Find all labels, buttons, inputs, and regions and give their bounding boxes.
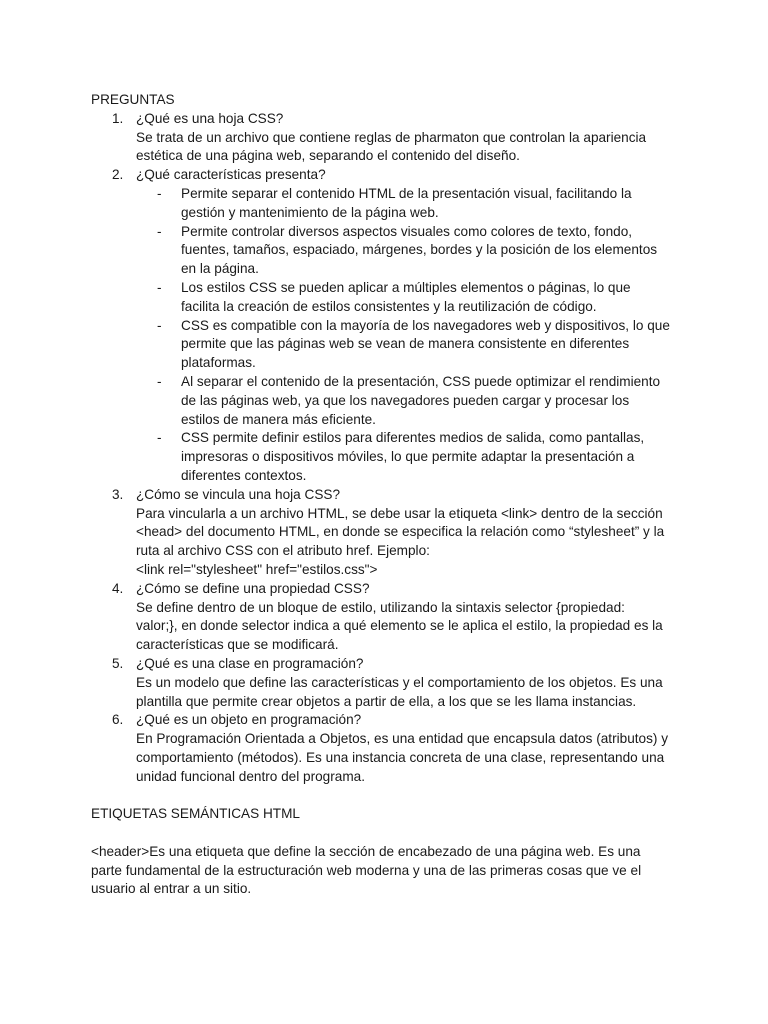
paragraph-line: parte fundamental de la estructuración web moderna y una de las primeras cosas que ve el (91, 862, 642, 878)
feature-line: estilos de manera más eficiente. (181, 411, 376, 427)
feature-item (136, 223, 691, 279)
question-number: 2. (112, 167, 124, 183)
question-item-4 (91, 580, 691, 655)
feature-item (136, 429, 691, 485)
document-content (91, 91, 691, 899)
code-example-line: <link rel="stylesheet" href="estilos.css"> (136, 561, 378, 577)
dash-bullet: - (157, 279, 162, 295)
dash-bullet: - (157, 185, 162, 201)
question-item-6 (91, 711, 691, 786)
question-title: ¿Qué es una clase en programación? (136, 655, 364, 671)
answer-line: ruta al archivo CSS con el atributo href. Ejemplo: (136, 543, 430, 559)
feature-line: CSS es compatible con la mayoría de los navegadores web y dispositivos, lo que (181, 317, 670, 333)
feature-line: gestión y mantenimiento de la página web. (181, 204, 439, 220)
feature-line: facilita la creación de estilos consistentes y la reutilización de código. (181, 298, 597, 314)
dash-bullet: - (157, 317, 162, 333)
answer-line: En Programación Orientada a Objetos, es una entidad que encapsula datos (atributos) y (136, 731, 668, 747)
question-title: ¿Cómo se vincula una hoja CSS? (136, 486, 341, 502)
question-item-2 (91, 166, 691, 486)
answer-line: estética de una página web, separando el contenido del diseño. (136, 148, 520, 164)
blank-line (91, 824, 691, 843)
answer-line: valor;}, en donde selector indica a qué elemento se le aplica el estilo, la propiedad es la (136, 618, 663, 634)
dash-bullet: - (157, 373, 162, 389)
question-item-1 (91, 110, 691, 166)
feature-item (136, 185, 691, 223)
dash-bullet: - (157, 430, 162, 446)
feature-line: en la página. (181, 261, 259, 277)
question-title: ¿Qué características presenta? (136, 167, 326, 183)
paragraph-line: <header>Es una etiqueta que define la sección de encabezado de una página web. Es una (91, 843, 641, 859)
dash-bullet: - (157, 223, 162, 239)
feature-line: Los estilos CSS se pueden aplicar a múltiples elementos o páginas, lo que (181, 279, 631, 295)
answer-line: Es un modelo que define las características y el comportamiento de los objetos. Es una (136, 674, 663, 690)
feature-line: CSS permite definir estilos para diferentes medios de salida, como pantallas, (181, 430, 645, 446)
feature-line: de las páginas web, ya que los navegadores pueden cargar y procesar los (181, 392, 630, 408)
feature-line: permite que las páginas web se vean de manera consistente en diferentes (181, 336, 630, 352)
question-number: 3. (112, 486, 124, 502)
question-item-3 (91, 486, 691, 580)
feature-item (136, 279, 691, 317)
question-title: ¿Qué es un objeto en programación? (136, 712, 362, 728)
feature-line: Al separar el contenido de la presentación, CSS puede optimizar el rendimiento (181, 373, 661, 389)
feature-line: plataformas. (181, 355, 256, 371)
question-number: 4. (112, 580, 124, 596)
answer-line: características que se modificará. (136, 637, 339, 653)
features-list (136, 185, 691, 486)
answer-line: Se define dentro de un bloque de estilo, utilizando la sintaxis selector {propiedad: (136, 599, 625, 615)
answer-line: <head> del documento HTML, en donde se especifica la relación como “stylesheet” y la (136, 524, 665, 540)
answer-line: unidad funcional dentro del programa. (136, 768, 365, 784)
feature-item (136, 373, 691, 429)
question-number: 1. (112, 110, 124, 126)
paragraph-line: usuario al entrar a un sitio. (91, 881, 252, 897)
question-number: 6. (112, 712, 124, 728)
section-title: ETIQUETAS SEMÁNTICAS HTML (91, 806, 300, 822)
answer-line: comportamiento (métodos). Es una instancia concreta de una clase, representando una (136, 749, 665, 765)
feature-line: Permite controlar diversos aspectos visuales como colores de texto, fondo, (181, 223, 633, 239)
feature-line: diferentes contextos. (181, 467, 307, 483)
answer-line: plantilla que permite crear objetos a partir de ella, a los que se les llama instancias. (136, 693, 637, 709)
feature-item (136, 317, 691, 373)
feature-line: Permite separar el contenido HTML de la presentación visual, facilitando la (181, 185, 632, 201)
question-number: 5. (112, 655, 124, 671)
feature-line: impresoras o dispositivos móviles, lo que permite adaptar la presentación a (181, 449, 635, 465)
answer-line: Se trata de un archivo que contiene reglas de pharmaton que controlan la apariencia (136, 129, 647, 145)
question-title: ¿Qué es una hoja CSS? (136, 110, 284, 126)
question-title: ¿Cómo se define una propiedad CSS? (136, 580, 370, 596)
questions-list (91, 110, 691, 787)
question-item-5 (91, 655, 691, 711)
feature-line: fuentes, tamaños, espaciado, márgenes, bordes y la posición de los elementos (181, 242, 658, 258)
answer-line: Para vincularla a un archivo HTML, se debe usar la etiqueta <link> dentro de la sección (136, 505, 663, 521)
blank-line (91, 786, 691, 805)
page-title: PREGUNTAS (91, 92, 175, 107)
section-paragraph (91, 843, 691, 899)
